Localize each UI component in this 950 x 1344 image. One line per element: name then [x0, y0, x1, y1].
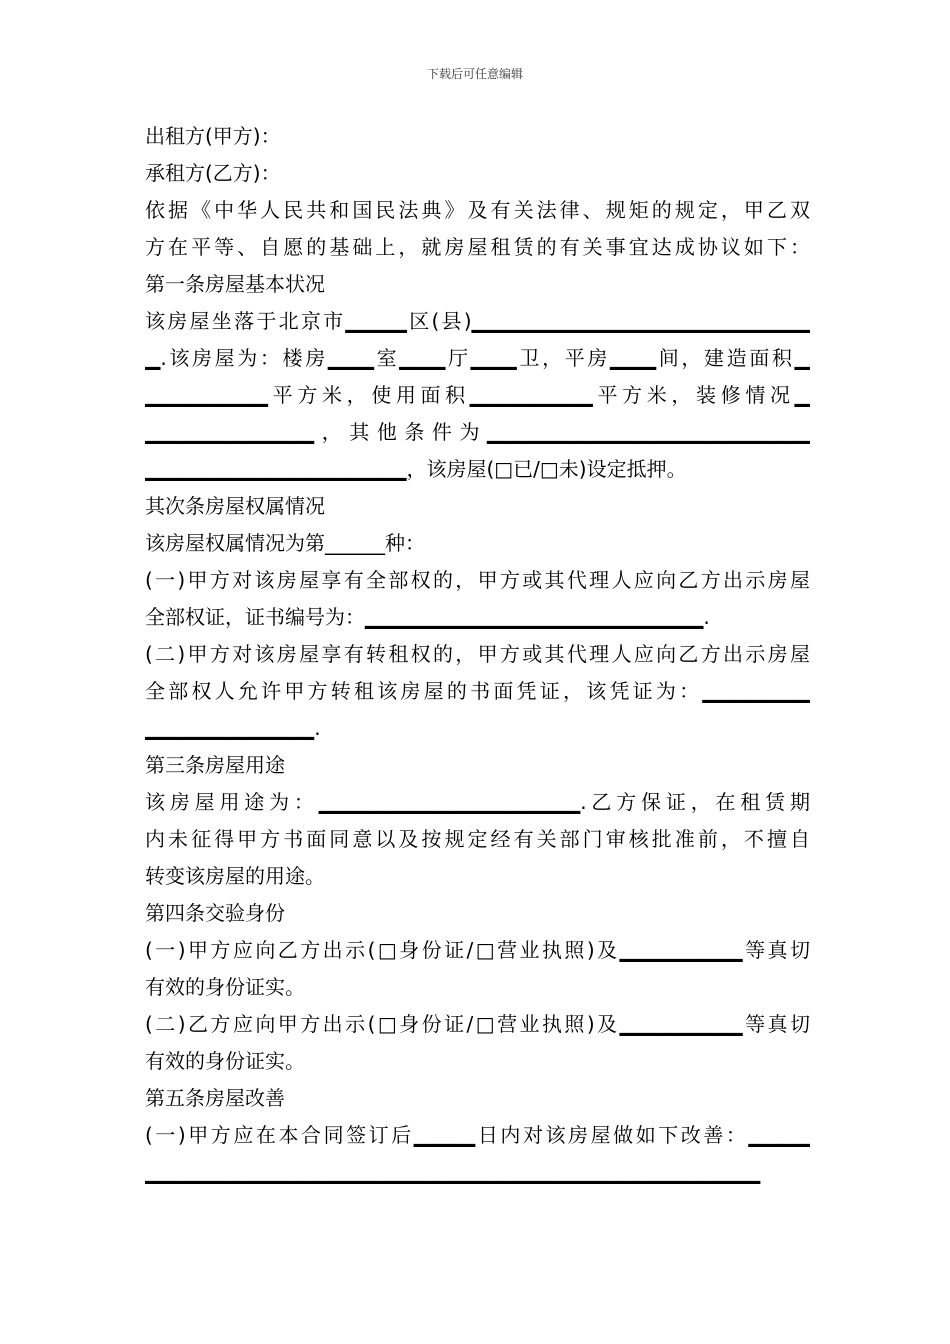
document-line: 全部权证，证书编号为：▁▁▁▁▁▁▁▁▁▁▁▁▁▁▁▁▁▁▁▁▁▁. — [145, 605, 710, 629]
document-line: ▁▁▁▁▁▁▁▁▁▁▁▁▁▁▁▁▁▁▁▁▁▁▁▁▁▁▁▁▁▁▁▁▁▁▁▁▁▁▁▁ — [145, 1160, 761, 1184]
document-line: ▁.该房屋为：楼房▁▁▁室▁▁▁厅▁▁▁卫，平房▁▁▁间，建造面积▁ — [145, 346, 810, 370]
document-line: 出租方(甲方)： — [145, 124, 281, 148]
document-line: 依据《中华人民共和国民法典》及有关法律、规矩的规定，甲乙双 — [145, 198, 810, 222]
document-line: 其次条房屋权属情况 — [145, 494, 325, 518]
document-line: 该房屋权属情况为第______种： — [145, 531, 425, 555]
document-line: 有效的身份证实。 — [145, 975, 305, 999]
document-line: ▁▁▁▁▁▁▁▁平方米，使用面积▁▁▁▁▁▁▁▁平方米，装修情况▁ — [145, 383, 810, 407]
document-line: 全部权人允许甲方转租该房屋的书面凭证，该凭证为：▁▁▁▁▁▁▁ — [145, 679, 810, 703]
document-line: (二)乙方应向甲方出示(□身份证/□营业执照)及▁▁▁▁▁▁▁▁等真切 — [145, 1012, 810, 1036]
document-line: 第五条房屋改善 — [145, 1086, 285, 1110]
document-line: ▁▁▁▁▁▁▁▁▁▁▁▁▁▁▁▁▁，该房屋(□已/□未)设定抵押。 — [145, 457, 687, 481]
document-line: 第一条房屋基本状况 — [145, 272, 325, 296]
document-line: (二)甲方对该房屋享有转租权的，甲方或其代理人应向乙方出示房屋 — [145, 642, 810, 666]
document-line: (一)甲方应在本合同签订后▁▁▁▁日内对该房屋做如下改善：▁▁▁▁ — [145, 1123, 810, 1147]
document-line: 该房屋用途为：▁▁▁▁▁▁▁▁▁▁▁▁▁▁▁▁▁.乙方保证，在租赁期 — [145, 790, 810, 814]
document-line: 方在平等、自愿的基础上，就房屋租赁的有关事宜达成协议如下： — [145, 235, 810, 259]
document-line: 转变该房屋的用途。 — [145, 864, 325, 888]
document-line: (一)甲方对该房屋享有全部权的，甲方或其代理人应向乙方出示房屋 — [145, 568, 810, 592]
document-line: 承租方(乙方)： — [145, 161, 281, 185]
document-line: 有效的身份证实。 — [145, 1049, 305, 1073]
page-header: 下载后可任意编辑 — [426, 67, 523, 81]
document-line: 该房屋坐落于北京市▁▁▁▁区(县)▁▁▁▁▁▁▁▁▁▁▁▁▁▁▁▁▁▁▁▁▁▁ — [145, 309, 810, 333]
document-line: 内未征得甲方书面同意以及按规定经有关部门审核批准前，不擅自 — [145, 827, 810, 851]
document-line: 第三条房屋用途 — [145, 753, 285, 777]
document-line: ▁▁▁▁▁▁▁▁▁▁▁. — [145, 716, 321, 740]
contract-body — [145, 118, 810, 1191]
document-line: (一)甲方应向乙方出示(□身份证/□营业执照)及▁▁▁▁▁▁▁▁等真切 — [145, 938, 810, 962]
document-line: 第四条交验身份 — [145, 901, 285, 925]
document-line: ▁▁▁▁▁▁▁▁▁▁▁，其他条件为▁▁▁▁▁▁▁▁▁▁▁▁▁▁▁▁▁▁▁▁▁ — [145, 420, 810, 444]
